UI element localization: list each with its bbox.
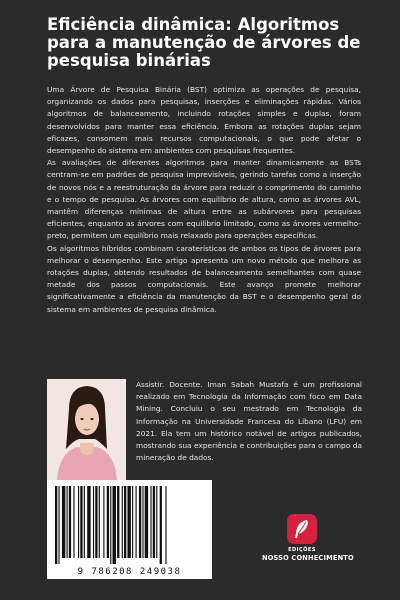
- barcode-bar: [127, 486, 130, 558]
- barcode-bar: [156, 486, 157, 558]
- author-photo: [47, 379, 126, 480]
- feather-quill-icon: [293, 519, 311, 539]
- barcode-bar: [136, 486, 137, 558]
- barcode-bar: [132, 486, 133, 558]
- isbn-number: 9 786208 249038: [77, 567, 182, 577]
- barcode-bar: [150, 486, 151, 558]
- publisher-name: NOSSO CONHECIMENTO: [262, 554, 354, 562]
- barcode-bar: [67, 486, 68, 558]
- barcode-bars: [47, 480, 212, 566]
- barcode-bar: [113, 486, 116, 564]
- blurb-paragraph: Os algoritmos híbridos combinam caraterísticas de ambos os tipos de árvores para melhorar o desempenho. Este artigo apresenta um novo método que melhora as rotações duplas, obtendo resultados de balanceamento semelhantes com quase metade dos passos computacionais. Este avanço promete melhorar significativamente a eficiência da manutenção da BST e o desempenho geral do sistema em ambientes de pesquisa dinâmica.: [47, 243, 361, 314]
- barcode-bar: [142, 486, 143, 558]
- barcode-bar: [107, 486, 109, 558]
- blurb-paragraph: As avaliações de diferentes algoritmos para manter dinamicamente as BSTs centram-se em padrões de pesquisa imprevisíveis, gerindo tarefas como a inserção de novos nós e a reestruturação da árvore para reduzir o comprimento do caminho e o tempo de pesquisa. As árvores com equilíbrio de altura, como as árvores AVL, mantêm diferenças mínimas de altura entre as subárvores para pesquisas eficientes, enquanto as árvores com equilíbrio limitado, como as árvores vermelho-preto, permitem um equilíbrio mais relaxado para operações específicas.: [47, 158, 361, 241]
- publisher-logo: [287, 514, 317, 544]
- author-bio: Assistir. Docente. Iman Sabah Mustafa é um profissional realizado em Tecnologia da Informação com foco em Data Mining. Concluiu o seu mestrado em Tecnologia da Informação na Universidade Francesa do Líbano (LFU) em 2021. Ela tem um histórico notável de artigos publicados, mostrando sua experiência e contribuições para o campo da mineração de dados.: [136, 380, 362, 463]
- barcode-bar: [124, 486, 126, 558]
- barcode-bar: [69, 486, 71, 558]
- barcode-bar: [73, 486, 74, 558]
- barcode-bar: [99, 486, 100, 558]
- barcode-bar: [58, 486, 59, 564]
- barcode-bar: [55, 486, 57, 564]
- barcode-bar: [103, 486, 104, 558]
- isbn-barcode: [47, 480, 212, 579]
- barcode-bar: [80, 486, 82, 558]
- barcode-bar: [145, 486, 148, 558]
- author-portrait-illustration: [47, 379, 126, 480]
- barcode-bar: [117, 486, 119, 558]
- publisher-block: [262, 514, 354, 562]
- barcode-bar: [95, 486, 97, 558]
- barcode-bar: [62, 486, 65, 558]
- barcode-bar: [165, 486, 166, 564]
- barcode-bar: [153, 486, 155, 558]
- barcode-bar: [78, 486, 79, 558]
- publisher-label: EDIÇÕES: [288, 547, 316, 553]
- book-title: Eficiência dinâmica: Algoritmos para a manutenção de árvores de pesquisa binárias: [47, 15, 361, 70]
- blurb-paragraph: Uma Árvore de Pesquisa Binária (BST) optimiza as operações de pesquisa, organizando os dados para pesquisas, inserções e eliminações rápidas. Vários algoritmos de balanceamento, incluindo rotações simples e duplas, foram desenvolvidos para manter essa eficiência. Embora as rotações duplas sejam eficazes, consomem mais recursos computacionais, o que pode afetar o desempenho do sistema em ambientes com pesquisas frequentes.: [47, 85, 361, 156]
- barcode-bar: [160, 486, 162, 564]
- barcode-bar: [87, 486, 90, 558]
- barcode-bar: [110, 486, 111, 564]
- barcode-bar: [84, 486, 85, 558]
- barcode-bar: [139, 486, 141, 558]
- back-cover-blurb: [47, 84, 361, 316]
- barcode-bar: [122, 486, 123, 558]
- barcode-bar: [93, 486, 94, 558]
